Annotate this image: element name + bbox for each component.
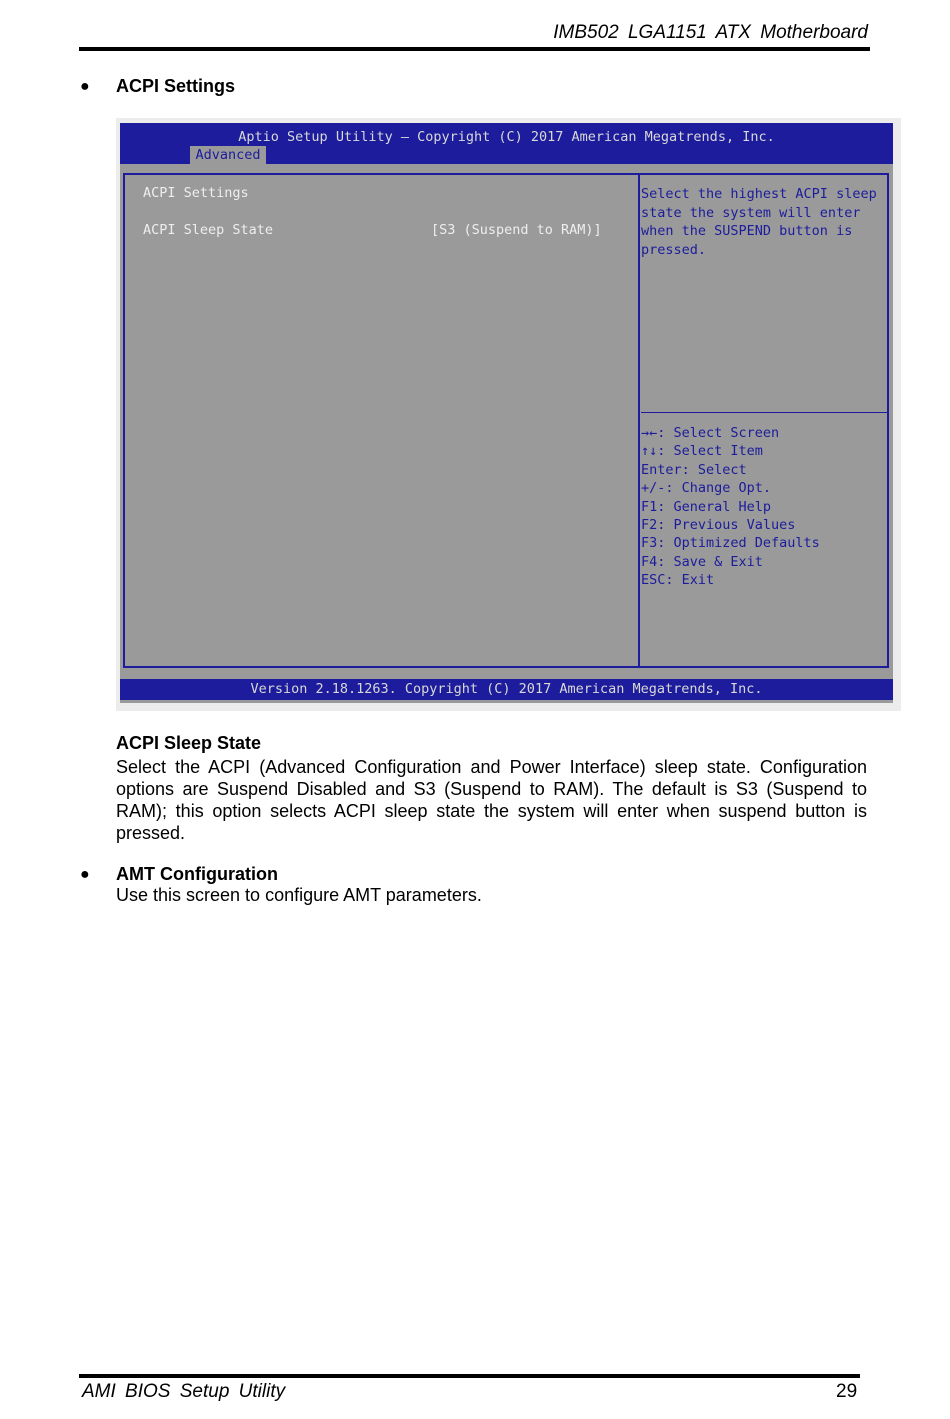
header-rule	[79, 47, 870, 51]
key-enter-select: Enter: Select	[641, 461, 747, 478]
page-number: 29	[836, 1381, 858, 1402]
bios-help-text	[641, 185, 887, 259]
key-optimized-defaults: F3: Optimized Defaults	[641, 535, 820, 552]
key-save-exit: F4: Save & Exit	[641, 553, 763, 570]
key-esc-exit: ESC: Exit	[641, 572, 715, 589]
key-change-opt: +/-: Change Opt.	[641, 480, 772, 497]
help-line: pressed.	[641, 241, 707, 258]
section-description-amt: Use this screen to configure AMT parameters.	[116, 885, 482, 905]
bios-title-bar	[120, 123, 893, 164]
bullet-icon: ●	[80, 78, 90, 95]
running-header: IMB502 LGA1151 ATX Motherboard	[553, 22, 868, 43]
tab-advanced[interactable]: Advanced	[190, 146, 266, 164]
help-line: Select the highest ACPI sleep	[641, 186, 877, 202]
bios-screen	[120, 123, 893, 703]
footer-rule	[79, 1374, 860, 1378]
acpi-sleep-state-label[interactable]: ACPI Sleep State	[143, 222, 274, 238]
section-heading-amt: AMT Configuration	[116, 864, 278, 884]
footer-title: AMI BIOS Setup Utility	[82, 1381, 286, 1402]
key-general-help: F1: General Help	[641, 498, 772, 515]
section-heading-acpi: ACPI Settings	[116, 76, 236, 96]
bios-version-bar: Version 2.18.1263. Copyright (C) 2017 American Megatrends, Inc.	[120, 679, 893, 700]
bios-main-panel	[123, 173, 889, 668]
bios-title: Aptio Setup Utility – Copyright (C) 2017 American Megatrends, Inc.	[238, 129, 775, 145]
bios-help-separator	[641, 412, 887, 413]
key-select-screen: →←: Select Screen	[641, 425, 780, 441]
key-select-item: ↑↓: Select Item	[641, 443, 763, 460]
acpi-sleep-state-value[interactable]: [S3 (Suspend to RAM)]	[431, 222, 602, 238]
option-description: Select the ACPI (Advanced Configuration and Power Interface) sleep state. Configuration options are Suspend Disabled and S3 (Suspend to RAM). The default is S3 (Suspend to RAM); this option selects ACPI sleep state the system will enter when suspend button is pressed.	[116, 757, 867, 843]
key-previous-values: F2: Previous Values	[641, 517, 796, 534]
bullet-icon: ●	[80, 866, 90, 883]
option-title: ACPI Sleep State	[116, 733, 262, 753]
bios-key-legend	[641, 424, 820, 590]
help-line: when the SUSPEND button is	[641, 223, 853, 239]
bios-panel-title: ACPI Settings	[143, 185, 249, 201]
help-line: state the system will enter	[641, 204, 861, 221]
bios-screenshot	[116, 118, 901, 711]
bios-panel-divider	[638, 175, 640, 666]
